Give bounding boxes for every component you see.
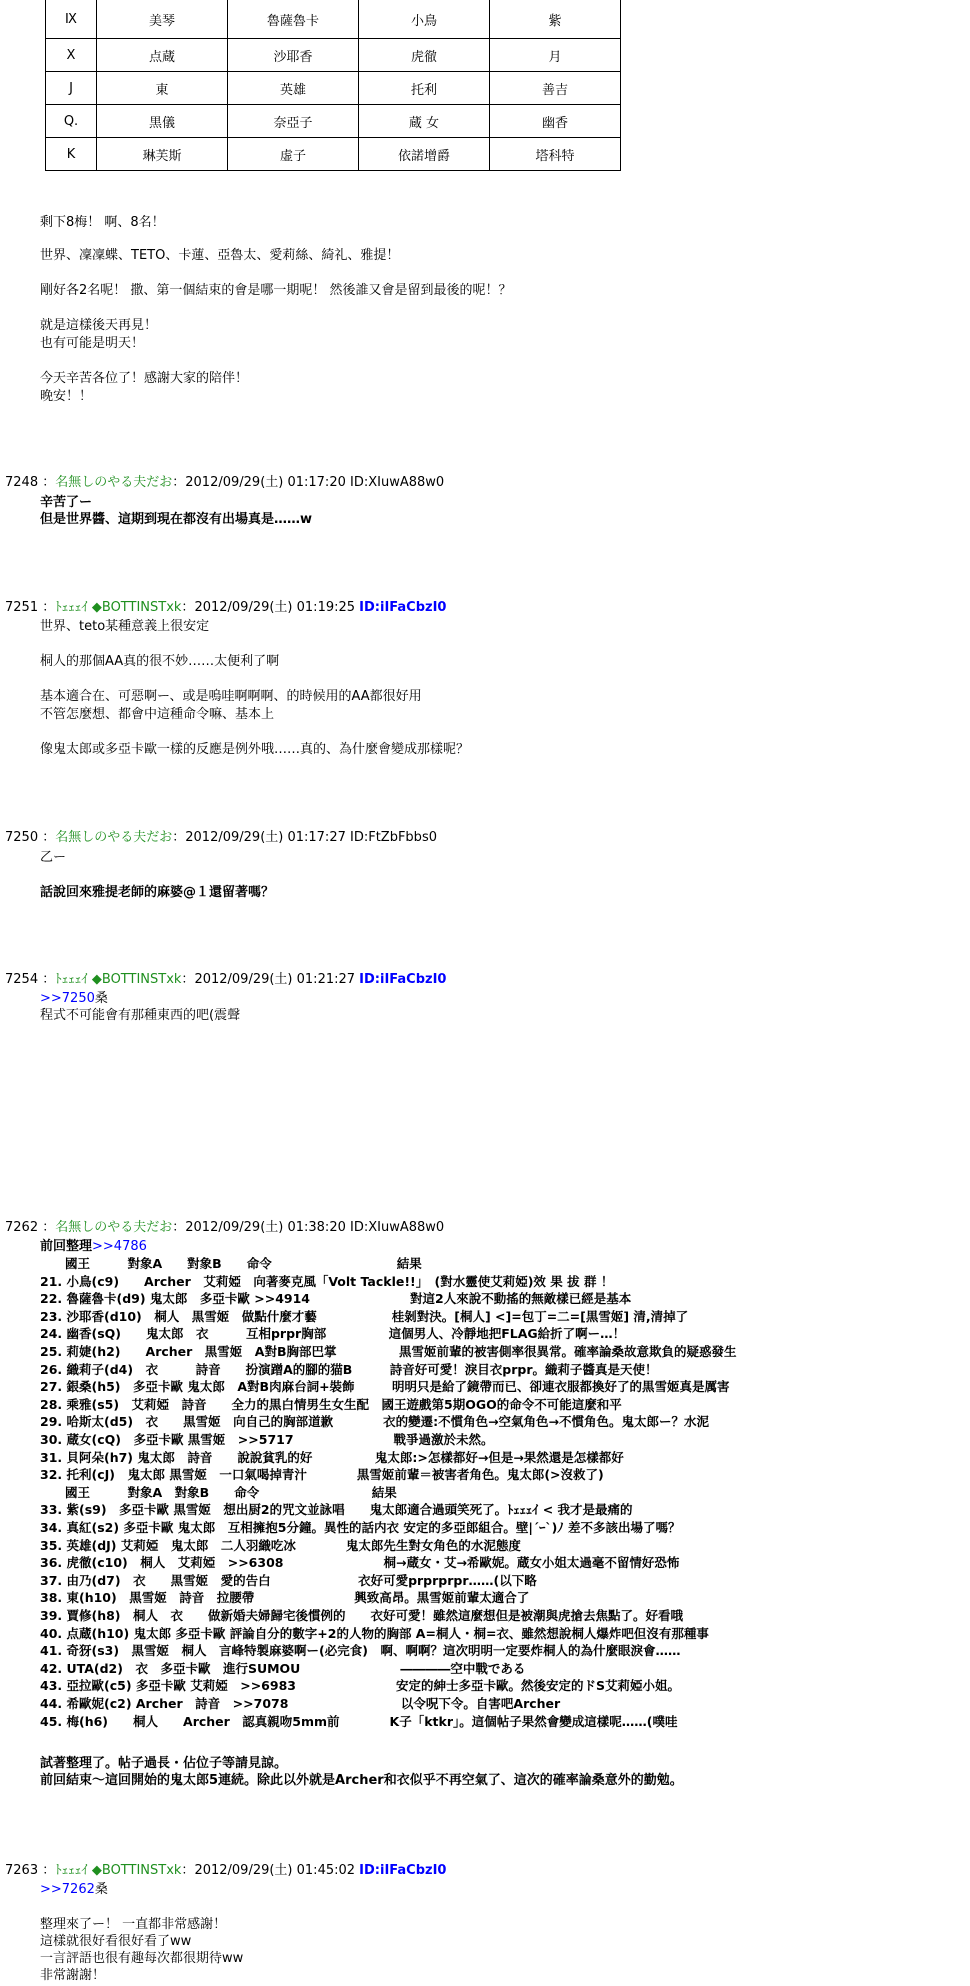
table-row [46, 72, 621, 105]
post-line: 桐人的那個AA真的很不妙……太便利了啊 [40, 654, 280, 669]
table-cell: 琳芙斯 [97, 138, 228, 171]
rank-cell: Ⅹ [46, 39, 97, 72]
ranking-row: 30. 蔵女(cQ) 多亞卡歐 黒雪姬 >>5717 戰爭過激於未然。 [40, 1432, 494, 1447]
post-author: ﾄｪｪｪｲ [55, 1863, 88, 1878]
post-id: ID:FtZbFbbs0 [350, 830, 437, 845]
anchor-suffix: 桑 [94, 1882, 108, 1897]
ranking-row: 45. 梅(h6) 桐人 Archer 認真親吻5mm前 K子「ktkr」。這個帖子果然會變成這樣呢……(噗哇 [40, 1713, 678, 1729]
table-row [46, 138, 621, 171]
table-row [46, 0, 621, 39]
post-trip: ◆BOTTINSTxk [91, 1863, 182, 1878]
post-trip: ◆BOTTINSTxk [91, 972, 182, 987]
post-date: 2012/09/29(土) 01:45:02 [194, 1863, 356, 1878]
post-header: 7254 ：ﾄｪｪｪｲ ◆BOTTINSTxk：2012/09/29(土) 01:21:27 ID:iIFaCbzI0 [5, 972, 447, 987]
post-intro-line [40, 1238, 147, 1255]
ranking-row: 32. 托利(cJ) 鬼太郎 黒雪姬 一口氣喝掉青汁 黒雪姬前輩＝被害者角色。鬼太郎(>沒救了) [40, 1467, 604, 1483]
post-number[interactable]: 7262 [5, 1220, 39, 1235]
rank-cell: Q. [46, 105, 97, 138]
reply-anchor-link[interactable]: >>7250 [40, 991, 95, 1006]
post-line: 基本適合在、可惡啊ー、或是嗚哇啊啊啊、的時候用的AA都很好用 [40, 689, 422, 704]
table-cell: 奈亞子 [228, 105, 359, 138]
post-line: 世界、teto某種意義上很安定 [40, 619, 210, 634]
ranking-row: 國王 對象A 對象B 命令 結果 [40, 1484, 397, 1500]
reply-anchor-link[interactable]: >>4786 [92, 1239, 147, 1254]
ranking-row: 21. 小鳥(c9) Archer 艾莉婭 向著麥克風「Volt Tackle!!」 (對水靈使艾莉婭)效 果 拔 群 ！ [40, 1273, 614, 1289]
post-id: ID:XIuwA88w0 [350, 1220, 445, 1235]
post-line: 整理來了ー！ 一直都非常感謝！ [40, 1917, 227, 1932]
table-cell: 英雄 [228, 72, 359, 105]
post-line: 程式不可能會有那種東西的吧(震聲 [40, 1008, 241, 1023]
intro-line: 剩下8梅！ 啊、8名！ [40, 215, 165, 230]
table-cell: 小鳥 [359, 0, 490, 39]
table-row [46, 39, 621, 72]
post-line: 非常謝謝！ [40, 1968, 106, 1983]
ranking-row: 35. 英雄(dJ) 艾莉婭 鬼太郎 二人羽織吃冰 鬼太郎先生對女角色的水泥態度 [40, 1537, 521, 1553]
table-cell: 塔科特 [490, 138, 621, 171]
post-line: 但是世界醬、這期到現在都沒有出場真是……w [40, 512, 313, 527]
post-number[interactable]: 7263 [5, 1863, 39, 1878]
table-cell: 沙耶香 [228, 39, 359, 72]
post-line: 這樣就很好看很好看了ww [40, 1934, 192, 1949]
post-author: ﾄｪｪｪｲ [55, 972, 88, 987]
intro-line: 也有可能是明天！ [40, 336, 145, 351]
ranking-row: 24. 幽香(sQ) 鬼太郎 衣 互相prpr胸部 這個男人、冷靜地把FLAG給折了啊ー…！ [40, 1326, 626, 1342]
ranking-row: 34. 真紅(s2) 多亞卡歐 鬼太郎 互相擁抱5分鐘。異性的話内衣 安定的多亞郎組合。壁|´ｰ`)ﾉ 差不多該出場了嗎？ [40, 1520, 681, 1535]
post-line: 像鬼太郎或多亞卡歐一樣的反應是例外哦……真的、為什麼會變成那樣呢？ [40, 742, 470, 757]
post-line: 試著整理了。帖子過長・佔位子等請見諒。 [40, 1756, 288, 1771]
ranking-row: 22. 魯薩魯卡(d9) 鬼太郎 多亞卡歐 >>4914 對這2人來說不動搖的無敵樣已經是基本 [40, 1291, 632, 1307]
post-author: 名無しのやる夫だお [55, 475, 173, 490]
post-anchor-line [40, 1881, 108, 1898]
post-author: ﾄｪｪｪｲ [55, 600, 88, 615]
table-cell: 東 [97, 72, 228, 105]
post-date: 2012/09/29(土) 01:38:20 [185, 1220, 346, 1235]
table-cell: 点蔵 [97, 39, 228, 72]
table-cell: 虚子 [228, 138, 359, 171]
table-cell: 魯薩魯卡 [228, 0, 359, 39]
post-intro: 前回整理 [40, 1239, 93, 1254]
post-number[interactable]: 7251 [5, 600, 39, 615]
ranking-row: 28. 乘雅(s5) 艾莉婭 詩音 全力的黒白情男生女生配 國王遊戲第5期OGO的命令不可能這麼和平 [40, 1396, 622, 1412]
post-line: 乙ー [40, 850, 67, 865]
post-date: 2012/09/29(土) 01:17:20 [185, 475, 346, 490]
ranking-row: 40. 点蔵(h10) 鬼太郎 多亞卡歐 評論自分的數字+2的人物的胸部 A=桐人・桐=衣、雖然想說桐人爆炸吧但沒有那種事 [40, 1625, 709, 1641]
post-line: 辛苦了ー [40, 495, 93, 510]
ranking-row: 38. 東(h10) 黒雪姬 詩音 拉腰帶 興致高昂。黒雪姬前輩太適合了 [40, 1590, 530, 1606]
post-line: 前回結束～這回開始的鬼太郎5連続。除此以外就是Archer和衣似乎不再空氣了、這次的確率論桑意外的勤勉。 [40, 1773, 683, 1788]
table-cell: 紫 [490, 0, 621, 39]
ranking-row: 26. 織莉子(d4) 衣 詩音 扮演蹭A的腳的猫B 詩音好可愛！淚目衣prpr。織莉子醬真是天使！ [40, 1361, 658, 1377]
post-number[interactable]: 7250 [5, 830, 39, 845]
table-cell: 蔵 女 [359, 105, 490, 138]
ranking-row: 國王 對象A 對象B 命令 結果 [40, 1256, 422, 1271]
intro-line: 就是這樣後天再見！ [40, 318, 158, 333]
ranking-row: 39. 賈修(h8) 桐人 衣 做新婚夫婦歸宅後慣例的 衣好可愛！雖然這麼想但是被潮與虎搶去焦點了。好看哦 [40, 1608, 684, 1623]
post-number[interactable]: 7254 [5, 972, 39, 987]
card-table [45, 0, 621, 171]
ranking-row: 33. 紫(s9) 多亞卡歐 黒雪姬 想出厨2的咒文並詠唱 鬼太郎適合過頭笑死了。ﾄｪｪｪｲ < 我才是最痛的 [40, 1502, 633, 1518]
intro-line: 世界、凜凜蝶、TETO、卡蓮、亞魯太、愛莉絲、綺礼、雅提！ [40, 248, 400, 263]
post-id: ID:XIuwA88w0 [350, 475, 445, 490]
post-date: 2012/09/29(土) 01:19:25 [194, 600, 356, 615]
ranking-row: 27. 銀桑(h5) 多亞卡歐 鬼太郎 A對B肉麻台詞+裝飾 明明只是給了鏡帶而已、卻連衣服都換好了的黒雪姬真是厲害 [40, 1379, 730, 1395]
ranking-row: 31. 貝阿朵(h7) 鬼太郎 詩音 說說貧乳的好 鬼太郎:>怎樣都好→但是→果然還是怎樣都好 [40, 1449, 624, 1465]
table-cell: 幽香 [490, 105, 621, 138]
table-cell: 美琴 [97, 0, 228, 39]
ranking-row: 25. 莉婕(h2) Archer 黒雪姬 A對B胸部巴掌 黒雪姬前輩的被害側率很異常。確率論桑故意欺負的疑惑發生 [40, 1344, 737, 1359]
table-cell: 月 [490, 39, 621, 72]
ranking-row: 42. UTA(d2) 衣 多亞卡歐 進行SUMOU ――――空中戰である [40, 1660, 526, 1676]
post-author: 名無しのやる夫だお [55, 830, 173, 845]
post-header: 7248 ：名無しのやる夫だお：2012/09/29(土) 01:17:20 ID:XIuwA88w0 [5, 475, 445, 490]
post-header: 7262 ：名無しのやる夫だお：2012/09/29(土) 01:38:20 ID:XIuwA88w0 [5, 1220, 445, 1235]
intro-line: 剛好各2名呢！ 撒、第一個結束的會是哪一期呢！ 然後誰又會是留到最後的呢！？ [40, 283, 512, 298]
post-author: 名無しのやる夫だお [55, 1220, 173, 1235]
rank-cell: J [46, 72, 97, 105]
ranking-row: 41. 奇犽(s3) 黒雪姬 桐人 言峰特製麻婆啊ー(必完食) 啊、啊啊？這次明明一定要炸桐人的為什麼眼淚會…… [40, 1643, 681, 1659]
ranking-row: 44. 希歐妮(c2) Archer 詩音 >>7078 以令呪下令。自害吧Archer [40, 1696, 561, 1711]
post-trip: ◆BOTTINSTxk [91, 600, 182, 615]
anchor-suffix: 桑 [94, 991, 108, 1006]
rank-cell: K [46, 138, 97, 171]
ranking-row: 37. 由乃(d7) 衣 黒雪姬 愛的告白 衣好可愛prprprpr……(以下略 [40, 1572, 537, 1588]
post-date: 2012/09/29(土) 01:17:27 [185, 830, 346, 845]
post-anchor-line [40, 990, 108, 1007]
post-id[interactable]: ID:iIFaCbzI0 [359, 1863, 447, 1878]
post-number[interactable]: 7248 [5, 475, 39, 490]
post-line: 一言評語也很有趣每次都很期待ww [40, 1951, 244, 1966]
intro-line: 晚安！！ [40, 389, 93, 404]
post-id[interactable]: ID:iIFaCbzI0 [359, 600, 447, 615]
post-header: 7263 ：ﾄｪｪｪｲ ◆BOTTINSTxk：2012/09/29(土) 01:45:02 ID:iIFaCbzI0 [5, 1863, 447, 1878]
post-line: 話說回來雅提老師的麻婆@１還留著嗎？ [40, 885, 275, 900]
post-line: 不管怎麼想、都會中這種命令嘛、基本上 [40, 707, 275, 722]
table-cell: 善吉 [490, 72, 621, 105]
intro-line: 今天辛苦各位了！感謝大家的陪伴！ [40, 371, 249, 386]
ranking-row: 43. 亞拉歐(c5) 多亞卡歐 艾莉婭 >>6983 安定的紳士多亞卡歐。然後安定的ドS艾莉婭小姐。 [40, 1678, 680, 1694]
post-id[interactable]: ID:iIFaCbzI0 [359, 972, 447, 987]
rank-cell: Ⅸ [46, 0, 97, 39]
ranking-row: 23. 沙耶香(d10) 桐人 黒雪姬 做點什麼才藝 桂剝對決。[桐人] <]=包丁=二=[黒雪姬] 清,清掉了 [40, 1308, 689, 1324]
post-date: 2012/09/29(土) 01:21:27 [194, 972, 356, 987]
post-header: 7250 ：名無しのやる夫だお：2012/09/29(土) 01:17:27 ID:FtZbFbbs0 [5, 830, 437, 845]
table-cell: 虎徹 [359, 39, 490, 72]
ranking-row: 29. 哈斯太(d5) 衣 黒雪姬 向自己的胸部道歉 衣的變遷:不慣角色→空氣角色→不慣角色。鬼太郎ー？水泥 [40, 1414, 710, 1430]
table-cell: 托利 [359, 72, 490, 105]
ranking-row: 36. 虎徹(c10) 桐人 艾莉婭 >>6308 桐→蔵女・艾→希歐妮。蔵女小姐太過毫不留情好恐怖 [40, 1555, 680, 1571]
reply-anchor-link[interactable]: >>7262 [40, 1882, 95, 1897]
table-cell: 依諾增爵 [359, 138, 490, 171]
table-row [46, 105, 621, 138]
table-cell: 黒儀 [97, 105, 228, 138]
post-header: 7251 ：ﾄｪｪｪｲ ◆BOTTINSTxk：2012/09/29(土) 01:19:25 ID:iIFaCbzI0 [5, 600, 447, 615]
